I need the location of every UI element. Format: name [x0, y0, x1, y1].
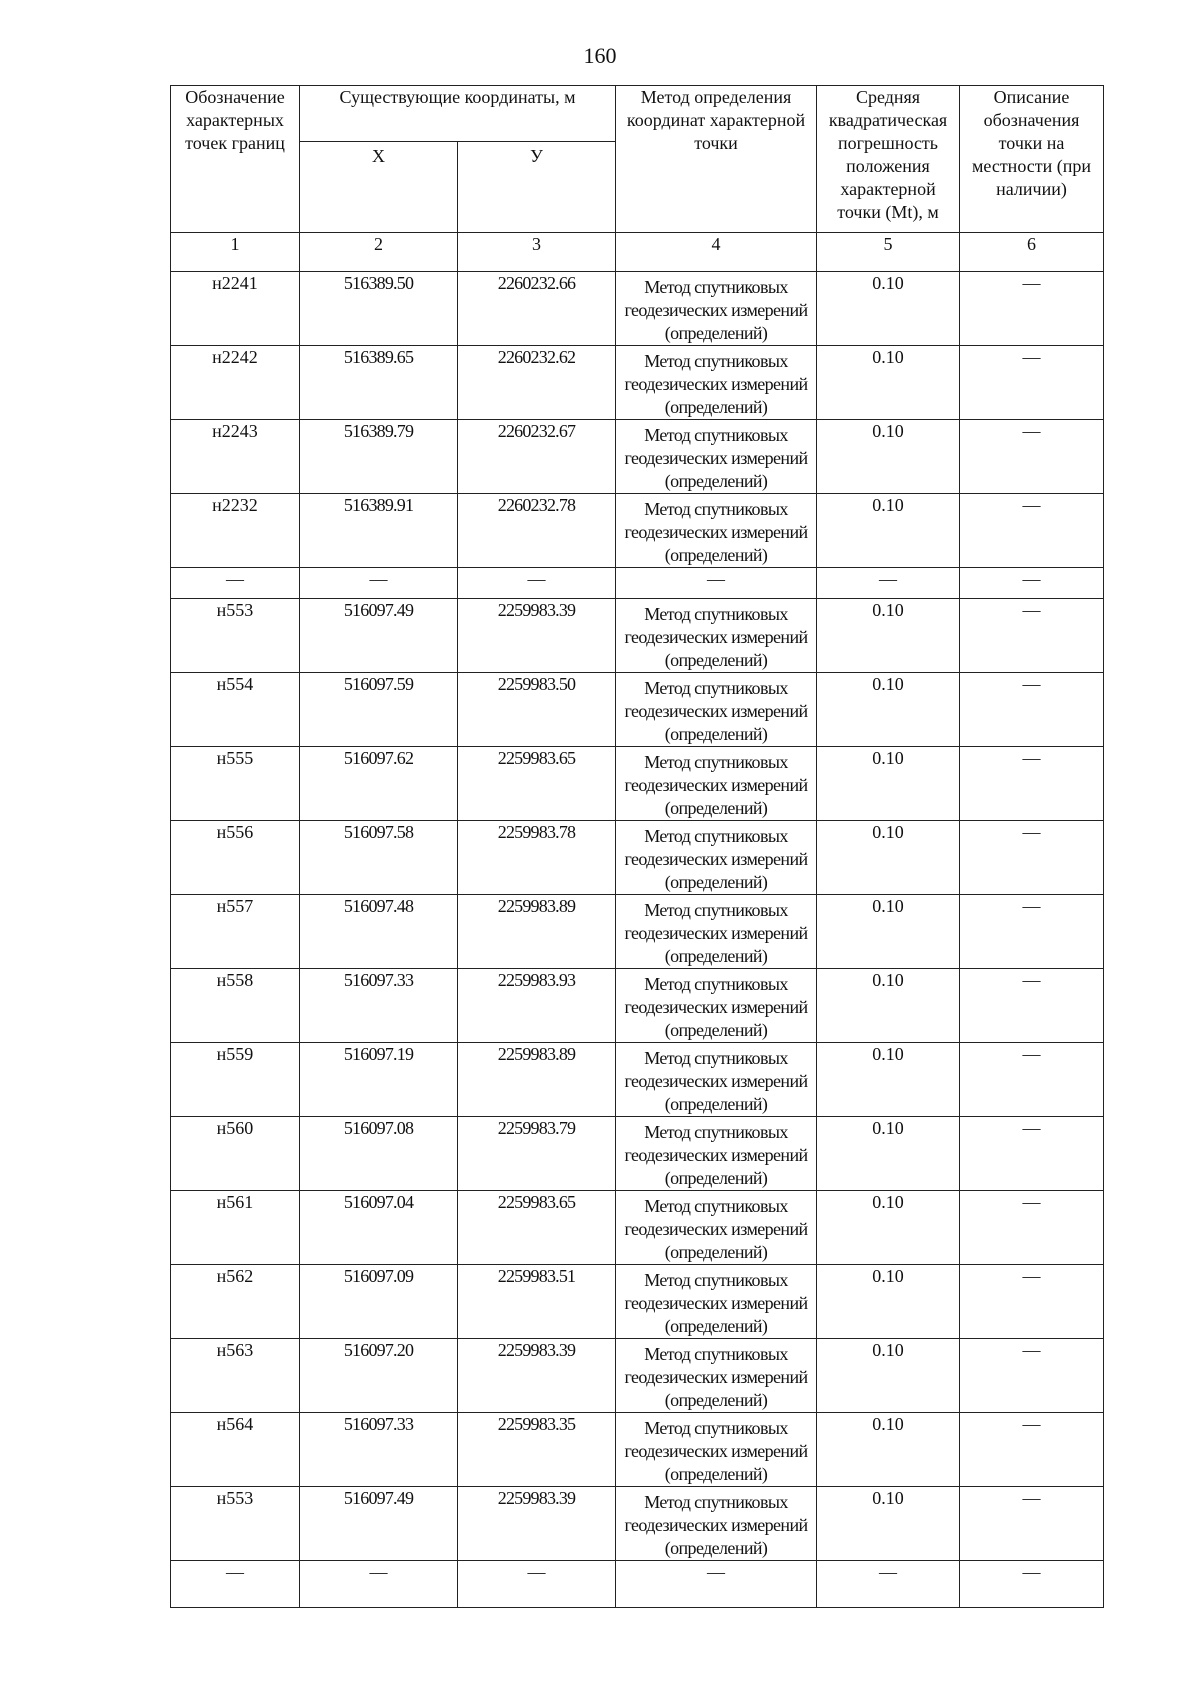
cell-dash: —	[616, 568, 817, 599]
cell-mean-square-error: 0.10	[817, 494, 960, 568]
cell-coord-y: 2259983.35	[458, 1413, 616, 1487]
cell-mean-square-error: 0.10	[817, 1487, 960, 1561]
table-row	[171, 599, 1104, 673]
cell-coord-x: 516389.91	[300, 494, 458, 568]
table-row	[171, 1191, 1104, 1265]
cell-coord-y: 2259983.65	[458, 747, 616, 821]
cell-coord-x: 516097.09	[300, 1265, 458, 1339]
cell-point-designation: н554	[171, 673, 300, 747]
cell-method: Метод спутниковых геодезических измерений (определений)	[616, 599, 817, 673]
table-row	[171, 494, 1104, 568]
header-column-numbers	[171, 233, 1104, 272]
cell-point-description: —	[960, 1117, 1104, 1191]
header-point-description: Описание обозначения точки на местности (при наличии)	[960, 86, 1104, 233]
cell-method: Метод спутниковых геодезических измерений (определений)	[616, 895, 817, 969]
cell-mean-square-error: 0.10	[817, 1043, 960, 1117]
header-mean-square-error: Средняя квадратическая погрешность положения характерной точки (Mt), м	[817, 86, 960, 233]
cell-coord-x: 516097.58	[300, 821, 458, 895]
table-row	[171, 272, 1104, 346]
header-existing-coordinates: Существующие координаты, м	[300, 86, 616, 142]
cell-mean-square-error: 0.10	[817, 969, 960, 1043]
table-row	[171, 1117, 1104, 1191]
cell-coord-x: 516097.59	[300, 673, 458, 747]
cell-coord-x: 516097.08	[300, 1117, 458, 1191]
column-number: 5	[817, 233, 960, 272]
table-row	[171, 821, 1104, 895]
table-row	[171, 895, 1104, 969]
cell-coord-y: 2259983.51	[458, 1265, 616, 1339]
cell-coord-y: 2260232.66	[458, 272, 616, 346]
cell-coord-y: 2259983.39	[458, 1339, 616, 1413]
table-row	[171, 747, 1104, 821]
cell-coord-x: 516097.62	[300, 747, 458, 821]
cell-point-description: —	[960, 895, 1104, 969]
table-row	[171, 1487, 1104, 1561]
cell-mean-square-error: 0.10	[817, 420, 960, 494]
cell-point-description: —	[960, 494, 1104, 568]
table-body	[171, 272, 1104, 1608]
header-method: Метод определения координат характерной точки	[616, 86, 817, 233]
column-number: 3	[458, 233, 616, 272]
cell-method: Метод спутниковых геодезических измерений (определений)	[616, 1413, 817, 1487]
cell-method: Метод спутниковых геодезических измерений (определений)	[616, 1117, 817, 1191]
cell-point-designation: н2243	[171, 420, 300, 494]
cell-mean-square-error: 0.10	[817, 346, 960, 420]
cell-point-designation: н562	[171, 1265, 300, 1339]
cell-coord-y: 2259983.39	[458, 1487, 616, 1561]
cell-dash: —	[171, 568, 300, 599]
cell-coord-y: 2260232.78	[458, 494, 616, 568]
column-number: 1	[171, 233, 300, 272]
column-number: 4	[616, 233, 817, 272]
cell-point-designation: н559	[171, 1043, 300, 1117]
cell-point-designation: н558	[171, 969, 300, 1043]
cell-dash: —	[616, 1561, 817, 1608]
cell-coord-y: 2260232.67	[458, 420, 616, 494]
table-row	[171, 1043, 1104, 1117]
cell-coord-x: 516097.19	[300, 1043, 458, 1117]
cell-method: Метод спутниковых геодезических измерений (определений)	[616, 1265, 817, 1339]
cell-point-designation: н2232	[171, 494, 300, 568]
cell-point-designation: н561	[171, 1191, 300, 1265]
cell-mean-square-error: 0.10	[817, 1339, 960, 1413]
cell-point-description: —	[960, 1413, 1104, 1487]
cell-dash: —	[300, 568, 458, 599]
cell-dash: —	[171, 1561, 300, 1608]
cell-dash: —	[960, 568, 1104, 599]
cell-mean-square-error: 0.10	[817, 747, 960, 821]
cell-coord-x: 516097.33	[300, 969, 458, 1043]
cell-coord-x: 516097.48	[300, 895, 458, 969]
table-row	[171, 346, 1104, 420]
cell-point-description: —	[960, 1191, 1104, 1265]
cell-mean-square-error: 0.10	[817, 1413, 960, 1487]
cell-point-designation: н2242	[171, 346, 300, 420]
cell-point-description: —	[960, 1043, 1104, 1117]
cell-point-description: —	[960, 821, 1104, 895]
cell-mean-square-error: 0.10	[817, 1117, 960, 1191]
column-number: 2	[300, 233, 458, 272]
cell-method: Метод спутниковых геодезических измерений (определений)	[616, 1339, 817, 1413]
cell-coord-x: 516097.20	[300, 1339, 458, 1413]
cell-point-description: —	[960, 1487, 1104, 1561]
cell-method: Метод спутниковых геодезических измерений (определений)	[616, 821, 817, 895]
coordinates-table	[170, 85, 1104, 1608]
cell-point-designation: н560	[171, 1117, 300, 1191]
cell-point-description: —	[960, 673, 1104, 747]
table-row	[171, 568, 1104, 599]
cell-method: Метод спутниковых геодезических измерений (определений)	[616, 1487, 817, 1561]
cell-coord-x: 516389.50	[300, 272, 458, 346]
cell-coord-y: 2259983.89	[458, 895, 616, 969]
cell-coord-y: 2259983.50	[458, 673, 616, 747]
cell-method: Метод спутниковых геодезических измерений (определений)	[616, 673, 817, 747]
table-row	[171, 420, 1104, 494]
cell-point-designation: н564	[171, 1413, 300, 1487]
cell-coord-y: 2259983.39	[458, 599, 616, 673]
cell-method: Метод спутниковых геодезических измерений (определений)	[616, 969, 817, 1043]
cell-mean-square-error: 0.10	[817, 272, 960, 346]
cell-point-description: —	[960, 969, 1104, 1043]
cell-mean-square-error: 0.10	[817, 895, 960, 969]
cell-dash: —	[817, 568, 960, 599]
cell-point-designation: н557	[171, 895, 300, 969]
cell-dash: —	[458, 1561, 616, 1608]
cell-mean-square-error: 0.10	[817, 599, 960, 673]
cell-method: Метод спутниковых геодезических измерений (определений)	[616, 272, 817, 346]
table-row	[171, 1413, 1104, 1487]
cell-point-designation: н2241	[171, 272, 300, 346]
cell-coord-y: 2259983.79	[458, 1117, 616, 1191]
column-number: 6	[960, 233, 1104, 272]
header-point-designation: Обозначение характерных точек границ	[171, 86, 300, 233]
cell-point-designation: н563	[171, 1339, 300, 1413]
table-row	[171, 1265, 1104, 1339]
cell-coord-y: 2259983.93	[458, 969, 616, 1043]
cell-point-description: —	[960, 346, 1104, 420]
cell-point-description: —	[960, 1265, 1104, 1339]
cell-mean-square-error: 0.10	[817, 1265, 960, 1339]
cell-coord-x: 516097.49	[300, 1487, 458, 1561]
cell-coord-y: 2259983.78	[458, 821, 616, 895]
cell-coord-x: 516389.65	[300, 346, 458, 420]
cell-coord-x: 516389.79	[300, 420, 458, 494]
header-y: У	[458, 142, 616, 233]
cell-point-designation: н553	[171, 599, 300, 673]
cell-mean-square-error: 0.10	[817, 1191, 960, 1265]
cell-point-designation: н555	[171, 747, 300, 821]
cell-method: Метод спутниковых геодезических измерений (определений)	[616, 346, 817, 420]
cell-point-designation: н556	[171, 821, 300, 895]
cell-method: Метод спутниковых геодезических измерений (определений)	[616, 1043, 817, 1117]
cell-dash: —	[458, 568, 616, 599]
table-row	[171, 1339, 1104, 1413]
cell-point-description: —	[960, 1339, 1104, 1413]
cell-coord-x: 516097.04	[300, 1191, 458, 1265]
cell-method: Метод спутниковых геодезических измерений (определений)	[616, 1191, 817, 1265]
cell-point-description: —	[960, 272, 1104, 346]
table-row	[171, 969, 1104, 1043]
cell-method: Метод спутниковых геодезических измерений (определений)	[616, 494, 817, 568]
cell-method: Метод спутниковых геодезических измерений (определений)	[616, 420, 817, 494]
cell-point-description: —	[960, 599, 1104, 673]
cell-dash: —	[300, 1561, 458, 1608]
cell-method: Метод спутниковых геодезических измерений (определений)	[616, 747, 817, 821]
cell-mean-square-error: 0.10	[817, 821, 960, 895]
cell-coord-x: 516097.49	[300, 599, 458, 673]
cell-coord-y: 2259983.65	[458, 1191, 616, 1265]
cell-point-designation: н553	[171, 1487, 300, 1561]
page-number: 160	[583, 43, 617, 68]
cell-coord-x: 516097.33	[300, 1413, 458, 1487]
cell-coord-y: 2260232.62	[458, 346, 616, 420]
cell-dash: —	[817, 1561, 960, 1608]
cell-point-description: —	[960, 747, 1104, 821]
header-x: X	[300, 142, 458, 233]
table-row	[171, 1561, 1104, 1608]
cell-point-description: —	[960, 420, 1104, 494]
cell-mean-square-error: 0.10	[817, 673, 960, 747]
cell-dash: —	[960, 1561, 1104, 1608]
cell-coord-y: 2259983.89	[458, 1043, 616, 1117]
table-row	[171, 673, 1104, 747]
